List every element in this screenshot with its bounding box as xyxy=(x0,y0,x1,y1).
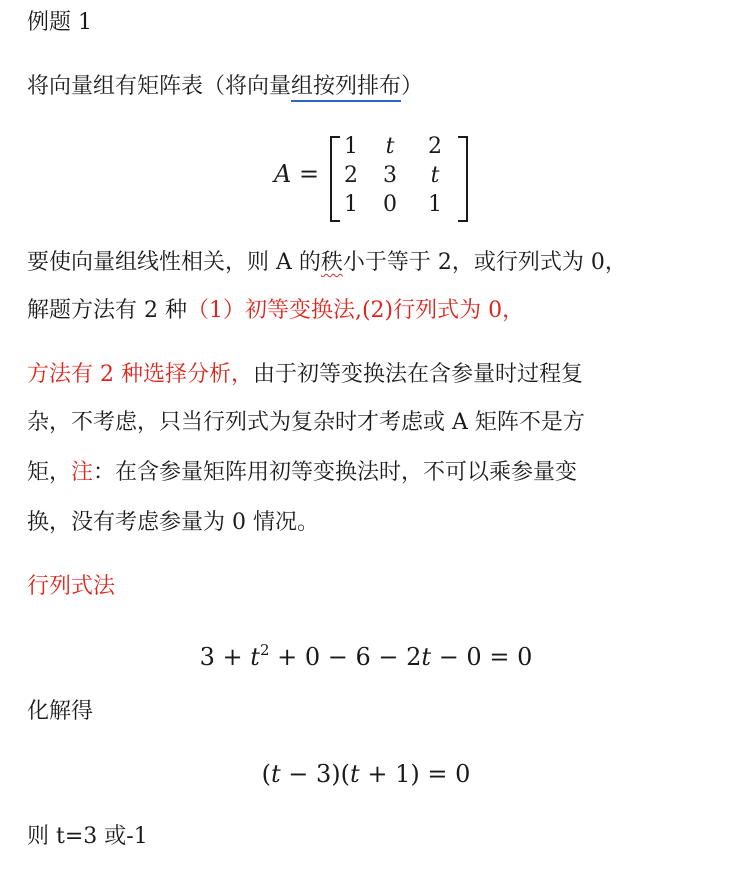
rank-text-end: 小于等于 2，或行列式为 0， xyxy=(342,250,627,275)
matrix-grid xyxy=(336,132,456,219)
matrix-lhs xyxy=(274,160,319,188)
eq-part: ( xyxy=(261,760,272,788)
matrix-cell: t xyxy=(430,163,440,188)
eq-var: t xyxy=(250,643,260,671)
intro-line xyxy=(27,72,423,102)
intro-underlined-text: 组按列排布 xyxy=(291,74,401,102)
eq-part: + 0 − 6 − 2 xyxy=(269,643,422,671)
determinant-equation xyxy=(0,634,732,673)
matrix-cell: 1 xyxy=(344,192,358,217)
note-label: 注 xyxy=(71,460,94,485)
intro-text: 将向量组有矩阵表（将向量 xyxy=(27,74,292,99)
eq-part: + 1) = 0 xyxy=(359,760,471,788)
analysis-text: 由于初等变换法在含参量时过程复 xyxy=(252,362,583,387)
eq-var: t xyxy=(350,760,360,788)
matrix-name: A xyxy=(274,160,292,188)
matrix-cell: t xyxy=(385,134,395,159)
eq-part: 3 + xyxy=(199,643,251,671)
analysis-text: 矩， xyxy=(27,460,72,485)
matrix-cell: 1 xyxy=(344,134,358,159)
analysis-line-1 xyxy=(27,360,583,390)
methods-red-text: （1）初等变换法,(2)行列式为 0， xyxy=(186,298,525,323)
matrix-right-bracket xyxy=(458,136,468,222)
rank-condition-line xyxy=(27,248,627,278)
matrix-cell: 2 xyxy=(428,134,442,159)
factored-equation xyxy=(0,758,732,790)
matrix-equals: = xyxy=(298,160,320,188)
eq-var: t xyxy=(271,760,281,788)
methods-line xyxy=(27,296,524,326)
eq-part: − 3)( xyxy=(280,760,351,788)
analysis-red-text: 方法有 2 种选择分析， xyxy=(27,362,253,387)
determinant-heading: 行列式法 xyxy=(27,574,116,599)
analysis-line-4: 换，没有考虑参量为 0 情况。 xyxy=(27,510,319,535)
eq-part: − 0 = 0 xyxy=(431,643,533,671)
rank-text: 要使向量组线性相关，则 A 的 xyxy=(27,250,321,275)
matrix-cell: 3 xyxy=(383,163,397,188)
intro-text-end: ） xyxy=(401,74,424,99)
simplify-label: 化解得 xyxy=(27,699,94,724)
rank-word: 秩 xyxy=(320,250,343,275)
matrix-cell: 0 xyxy=(383,192,397,217)
answer-line: 则 t=3 或-1 xyxy=(27,824,148,849)
analysis-line-3 xyxy=(27,458,577,488)
eq-var: t xyxy=(421,643,432,671)
methods-text: 解题方法有 2 种 xyxy=(27,298,187,323)
note-text: ：在含参量矩阵用初等变换法时，不可以乘参量变 xyxy=(93,460,578,485)
matrix-cell: 1 xyxy=(428,192,442,217)
matrix-cell: 2 xyxy=(344,163,358,188)
analysis-line-2: 杂，不考虑，只当行列式为复杂时才考虑或 A 矩阵不是方 xyxy=(27,410,585,435)
eq-exponent: 2 xyxy=(259,641,270,659)
example-title: 例题 1 xyxy=(27,10,92,35)
